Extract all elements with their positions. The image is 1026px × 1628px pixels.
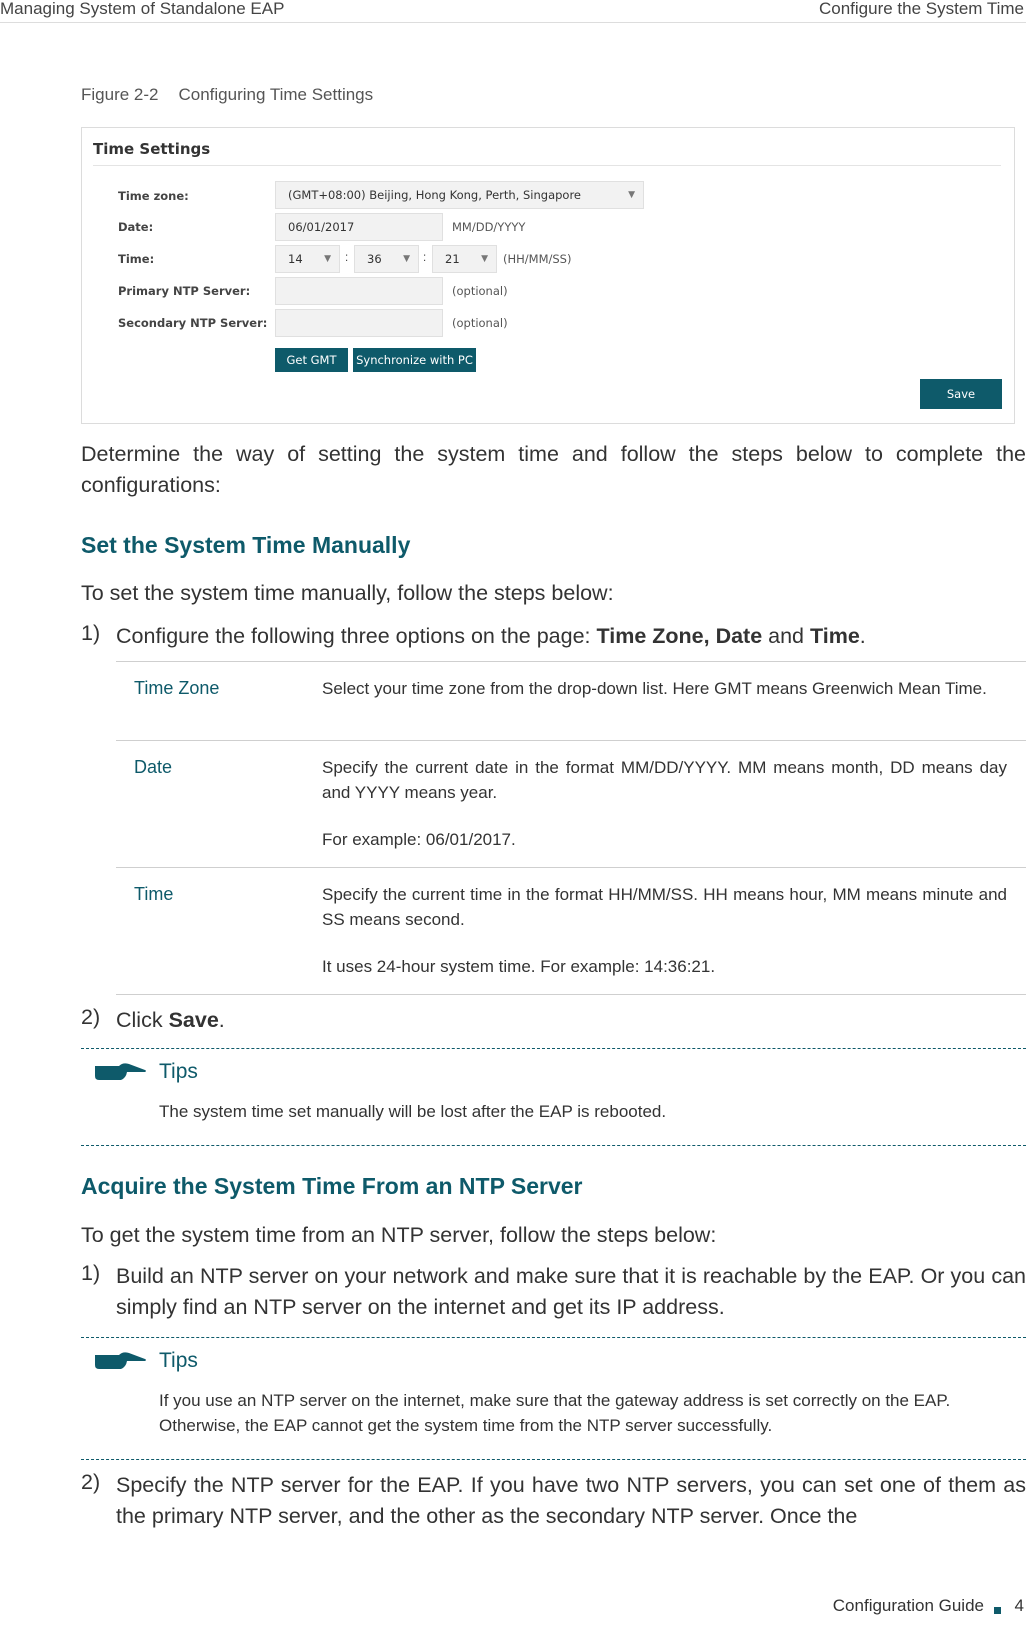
manual-step-1: Configure the following three options on the page: Time Zone, Date and Time.	[116, 624, 866, 648]
synchronize-with-pc-button[interactable]: Synchronize with PC	[353, 348, 476, 372]
time-zone-value: (GMT+08:00) Beijing, Hong Kong, Perth, Singapore	[288, 188, 581, 202]
ntp-lead: To get the system time from an NTP server, follow the steps below:	[81, 1223, 717, 1247]
primary-ntp-input[interactable]	[275, 277, 443, 305]
table-divider	[116, 994, 1026, 995]
time-label: Time:	[118, 252, 155, 266]
table-value-date: Specify the current date in the format MM/DD/YYYY. MM means month, DD means day and YYYY means year.	[322, 758, 1007, 802]
hour-value: 14	[288, 252, 303, 266]
second-value: 21	[445, 252, 460, 266]
figure-caption	[81, 85, 373, 105]
secondary-ntp-input[interactable]	[275, 309, 443, 337]
secondary-ntp-hint: (optional)	[452, 316, 508, 330]
table-value-date-example: For example: 06/01/2017.	[322, 830, 516, 849]
header-left: Managing System of Standalone EAP	[0, 0, 285, 18]
tips-border-top	[81, 1337, 1026, 1338]
secondary-ntp-label: Secondary NTP Server:	[118, 316, 268, 330]
second-select[interactable]	[432, 245, 497, 273]
date-input[interactable]: 06/01/2017	[275, 213, 443, 241]
tips-text: The system time set manually will be lost after the EAP is rebooted.	[159, 1102, 667, 1121]
tips-border-bottom	[81, 1145, 1026, 1146]
step-number: 1)	[81, 621, 101, 645]
tips-border-top	[81, 1048, 1026, 1049]
table-key-date: Date	[134, 757, 173, 777]
table-value-time-zone: Select your time zone from the drop-down list. Here GMT means Greenwich Mean Time.	[322, 679, 987, 698]
footer-square-icon	[994, 1607, 1001, 1614]
step-number: 1)	[81, 1261, 101, 1285]
time-format-hint: (HH/MM/SS)	[503, 252, 572, 266]
intro-paragraph: Determine the way of setting the system time and follow the steps below to complete the configurations:	[81, 442, 1026, 497]
table-divider	[116, 740, 1026, 741]
header-right: Configure the System Time	[818, 0, 1024, 18]
header-divider	[0, 22, 1026, 23]
table-value-time: Specify the current time in the format HH/MM/SS. HH means hour, MM means minute and SS means second.	[322, 885, 1007, 929]
minute-value: 36	[367, 252, 382, 266]
table-divider	[116, 661, 1026, 662]
footer-label: Configuration Guide	[832, 1596, 984, 1615]
time-settings-panel	[81, 127, 1015, 424]
date-format-hint: MM/DD/YYYY	[452, 220, 526, 234]
hour-select[interactable]	[275, 245, 340, 273]
step-number: 2)	[81, 1005, 101, 1029]
panel-divider	[93, 165, 1001, 166]
pointing-hand-icon	[93, 1349, 147, 1371]
step-number: 2)	[81, 1470, 101, 1494]
chevron-down-icon: ▼	[481, 254, 488, 264]
tips-text: If you use an NTP server on the internet, make sure that the gateway address is set correctly on the EAP. Otherwise, the EAP cannot get the system time from the NTP server successfully.	[159, 1391, 951, 1435]
table-divider	[116, 867, 1026, 868]
time-colon: :	[423, 252, 427, 264]
manual-step-2: Click Save.	[116, 1008, 225, 1032]
ntp-step-1: Build an NTP server on your network and make sure that it is reachable by the EAP. Or you can simply find an NTP server on the internet and get its IP address.	[116, 1264, 1026, 1319]
time-zone-label: Time zone:	[118, 189, 189, 203]
tips-border-bottom	[81, 1459, 1026, 1460]
chevron-down-icon: ▼	[324, 254, 331, 264]
section-title-ntp: Acquire the System Time From an NTP Server	[81, 1173, 583, 1199]
tips-title: Tips	[159, 1060, 198, 1083]
section-title-manual: Set the System Time Manually	[81, 532, 411, 558]
chevron-down-icon: ▼	[403, 254, 410, 264]
time-colon: :	[345, 252, 349, 264]
table-value-time-example: It uses 24-hour system time. For example: 14:36:21.	[322, 957, 716, 976]
table-key-time: Time	[134, 884, 174, 904]
primary-ntp-label: Primary NTP Server:	[118, 284, 251, 298]
minute-select[interactable]	[354, 245, 419, 273]
pointing-hand-icon	[93, 1060, 147, 1082]
table-key-time-zone: Time Zone	[134, 678, 220, 698]
time-zone-select[interactable]	[275, 181, 644, 209]
figure-number: Figure 2-2	[81, 85, 159, 104]
save-button[interactable]: Save	[920, 379, 1002, 409]
figure-title: Configuring Time Settings	[178, 85, 374, 104]
get-gmt-button[interactable]: Get GMT	[275, 348, 348, 372]
chevron-down-icon: ▼	[628, 190, 635, 200]
date-label: Date:	[118, 220, 154, 234]
page-number: 4	[1014, 1596, 1024, 1615]
ntp-step-2: Specify the NTP server for the EAP. If you have two NTP servers, you can set one of them as the primary NTP server, and the other as the secondary NTP server. Once the	[116, 1473, 1026, 1528]
tips-title: Tips	[159, 1349, 198, 1372]
primary-ntp-hint: (optional)	[452, 284, 508, 298]
panel-title: Time Settings	[93, 140, 211, 158]
manual-lead: To set the system time manually, follow the steps below:	[81, 581, 614, 605]
